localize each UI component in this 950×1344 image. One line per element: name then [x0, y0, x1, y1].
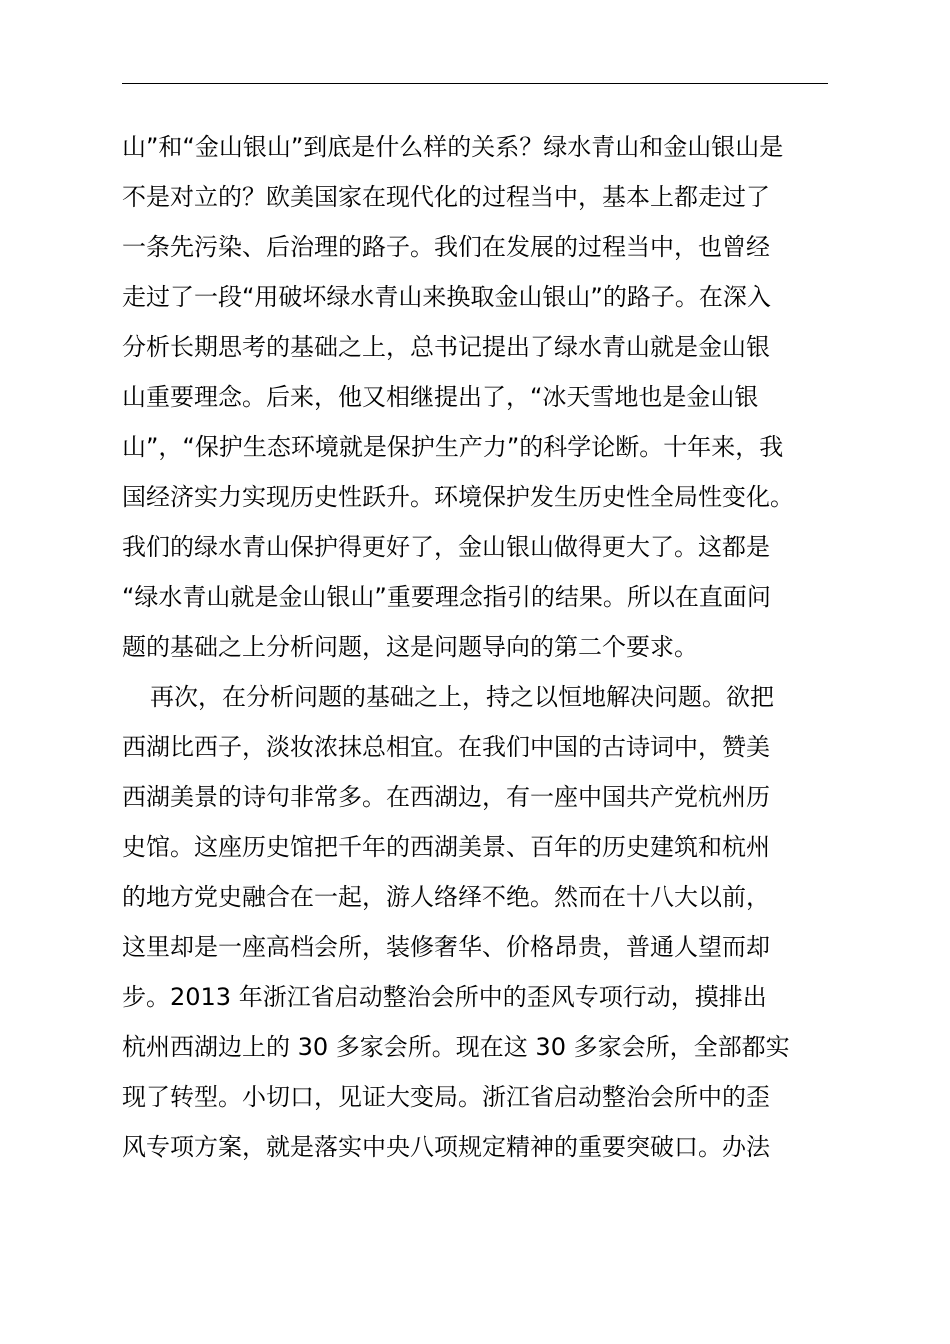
- text-line: 一条先污染、后治理的路子。我们在发展的过程当中，也曾经: [122, 233, 770, 261]
- header-rule: [122, 83, 828, 84]
- text-line: 步。2013 年浙江省启动整治会所中的歪风专项行动，摸排出: [122, 983, 767, 1011]
- document-body: [122, 122, 832, 1172]
- text-line: 国经济实力实现历史性跃升。环境保护发生历史性全局性变化。: [122, 483, 794, 511]
- paragraph-start-line: 再次，在分析问题的基础之上，持之以恒地解决问题。欲把: [150, 683, 774, 711]
- text-line: 山重要理念。后来，他又相继提出了，“冰天雪地也是金山银: [122, 383, 759, 411]
- text-line: 西湖美景的诗句非常多。在西湖边，有一座中国共产党杭州历: [122, 783, 770, 811]
- text-line: 这里却是一座高档会所，装修奢华、价格昂贵，普通人望而却: [122, 933, 770, 961]
- text-line: 山”，“保护生态环境就是保护生产力”的科学论断。十年来，我: [122, 433, 784, 461]
- text-line: 山”和“金山银山”到底是什么样的关系？绿水青山和金山银山是: [122, 133, 784, 161]
- text-line: 现了转型。小切口，见证大变局。浙江省启动整治会所中的歪: [122, 1083, 770, 1111]
- text-line: 走过了一段“用破坏绿水青山来换取金山银山”的路子。在深入: [122, 283, 771, 311]
- text-line: 史馆。这座历史馆把千年的西湖美景、百年的历史建筑和杭州: [122, 833, 770, 861]
- text-line: 杭州西湖边上的 30 多家会所。现在这 30 多家会所，全部都实: [122, 1033, 790, 1061]
- text-line: 风专项方案，就是落实中央八项规定精神的重要突破口。办法: [122, 1133, 770, 1161]
- text-line: 题的基础之上分析问题，这是问题导向的第二个要求。: [122, 633, 698, 661]
- text-line: 我们的绿水青山保护得更好了，金山银山做得更大了。这都是: [122, 533, 770, 561]
- text-line: 不是对立的？欧美国家在现代化的过程当中，基本上都走过了: [122, 183, 770, 211]
- text-line: 的地方党史融合在一起，游人络绎不绝。然而在十八大以前，: [122, 883, 770, 911]
- text-line: 分析长期思考的基础之上，总书记提出了绿水青山就是金山银: [122, 333, 770, 361]
- text-line: 西湖比西子，淡妆浓抹总相宜。在我们中国的古诗词中，赞美: [122, 733, 770, 761]
- text-line: “绿水青山就是金山银山”重要理念指引的结果。所以在直面问: [122, 583, 771, 611]
